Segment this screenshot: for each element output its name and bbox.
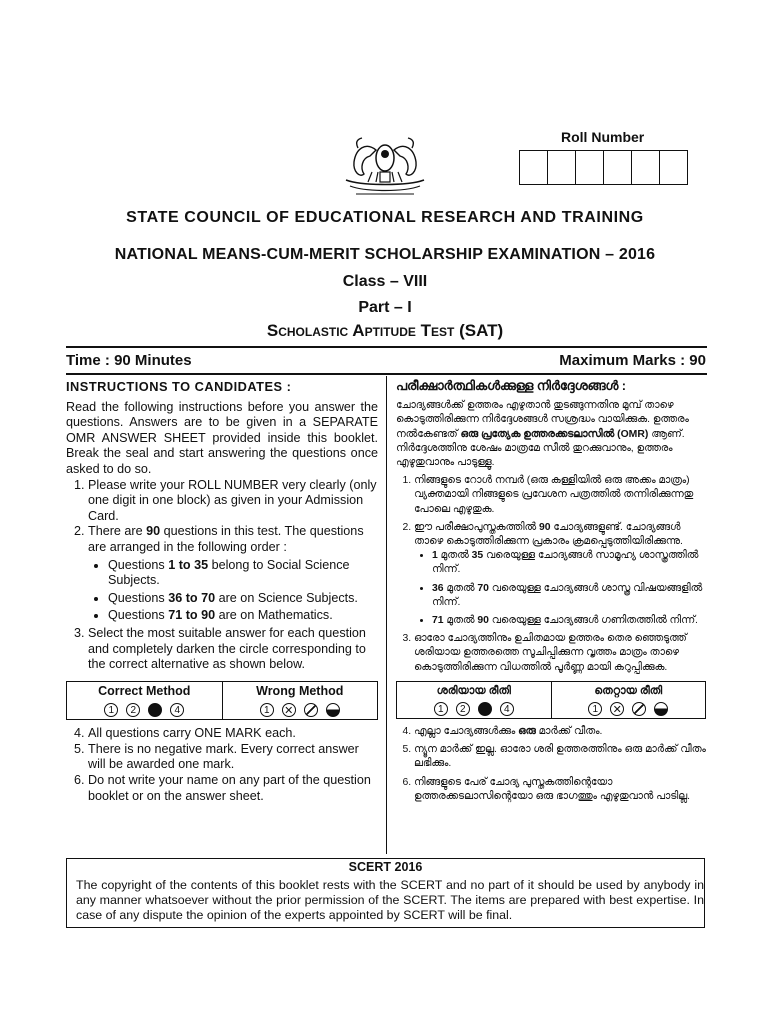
option-circle: 1 xyxy=(588,702,602,716)
english-instructions xyxy=(66,379,378,804)
filled-circle xyxy=(478,702,492,716)
council-title: STATE COUNCIL OF EDUCATIONAL RESEARCH AND TRAINING xyxy=(126,209,644,226)
malayalam-item-5 xyxy=(414,743,706,771)
malayalam-sub-1 xyxy=(432,549,706,577)
column-divider xyxy=(386,376,387,854)
instructions-rule xyxy=(66,373,707,375)
roll-number-label: Roll Number xyxy=(561,129,645,145)
option-circle: 4 xyxy=(170,703,184,717)
roll-number-boxes[interactable] xyxy=(519,150,688,185)
roll-digit-box[interactable] xyxy=(548,151,576,184)
malayalam-item-2-rest: ചോദ്യങ്ങളുണ്ട്. ചോദ്യങ്ങൾ താഴെ കൊടുത്തിരിക്കുന്ന പ്രകാരം ക്രമപ്പെടുത്തിയിരിക്കുന്നു. xyxy=(414,521,683,548)
english-item-5-text: There is no negative mark. Every correct answer will be awarded one mark. xyxy=(88,741,359,772)
test-name xyxy=(0,321,770,341)
english-item-3 xyxy=(88,626,378,673)
malayalam-item-3-text: ഓരോ ചോദ്യത്തിനും ഉചിതമായ ഉത്തരം തെര ഞ്ഞെടുത്ത് ശരിയായ ഉത്തരത്തെ സൂചിപ്പിക്കുന്ന വൃത്തം മാത്രം താഴെ കൊടുത്തിരിക്കുന്ന വിധത്തിൽ പൂർണ്ണ മായി കറുപ്പിക്കുക. xyxy=(414,633,687,673)
english-item-2-rest: questions in this test. The questions are arranged in the following order : xyxy=(88,524,364,554)
malayalam-item-1-text: നിങ്ങളുടെ റോൾ നമ്പർ (ഒരു കള്ളിയിൽ ഒരു അക്കം മാത്രം) വ്യക്തമായി നിങ്ങളുടെ പ്രവേശന പത്രത്തിൽ തന്നിരിക്കുന്നതു പോലെ എഴുതുക. xyxy=(414,475,694,515)
malayalam-item-3 xyxy=(414,632,706,675)
malayalam-item-2-text: ഈ പരീക്ഷാപുസ്തകത്തിൽ xyxy=(414,521,539,533)
malayalam-item-6-text: നിങ്ങളുടെ പേര് ചോദ്യ പുസ്തകത്തിന്റെയോ ഉത്തരക്കടലാസിന്റെയോ ഒരു ഭാഗത്തും എഴുതുവാൻ പാടില്ല. xyxy=(414,776,691,802)
english-item-1-text: Please write your ROLL NUMBER very clearly (only one digit in one block) as given in your Admission Card. xyxy=(88,477,377,523)
english-sub-2-text: Questions xyxy=(108,590,169,605)
roll-digit-box[interactable] xyxy=(632,151,660,184)
test-name-text: Scholastic Aptitude Test (SAT) xyxy=(266,321,504,340)
wrong-method-cell xyxy=(223,682,378,720)
wrong-method-caption: Wrong Method xyxy=(256,683,344,698)
malayalam-correct-caption: ശരിയായ രീതി xyxy=(436,684,511,697)
half-filled-circle-icon xyxy=(654,702,668,716)
malayalam-sub-1-rest: വരെയുള്ള ചോദ്യങ്ങൾ സാമൂഹ്യ ശാസ്ത്രത്തിൽ നിന്ന്. xyxy=(432,550,699,576)
malayalam-sub-2-rest: വരെയുള്ള ചോദ്യങ്ങൾ ശാസ്ത്ര വിഷയങ്ങളിൽ നിന്ന്. xyxy=(432,582,703,608)
roll-digit-box[interactable] xyxy=(660,151,687,184)
exam-title: NATIONAL MEANS-CUM-MERIT SCHOLARSHIP EXAMINATION – 2016 xyxy=(114,246,656,263)
english-sub-3-text: Questions xyxy=(108,608,169,623)
malayalam-sub-1-from: 1 xyxy=(432,550,438,562)
malayalam-intro-bold: ഒരു പ്രത്യേക ഉത്തരക്കടലാസിൽ (OMR) xyxy=(460,428,649,440)
english-sub-2 xyxy=(108,591,378,607)
malayalam-sub-2-mid: മുതൽ xyxy=(443,582,478,594)
malayalam-instructions xyxy=(396,379,706,808)
malayalam-item-4 xyxy=(414,725,706,739)
malayalam-item-2 xyxy=(414,521,706,628)
correct-method-cell xyxy=(67,682,223,720)
wrong-method-circles xyxy=(227,703,374,717)
malayalam-sub-2-to: 70 xyxy=(477,582,489,594)
malayalam-correct-circles xyxy=(401,702,547,716)
malayalam-sub-3-from: 71 xyxy=(432,615,444,627)
class-title: Class – VIII xyxy=(342,273,428,290)
option-circle: 1 xyxy=(104,703,118,717)
copyright-text: The copyright of the contents of this booklet rests with the SCERT and no part of it should be used by anybody in any manner whatsoever without the prior permission of the SCERT. The items are prepared with best expertise. In case of any dispute the opinion of the experts appointed by SCERT will be final. xyxy=(76,878,704,922)
english-sublist xyxy=(88,558,378,624)
malayalam-sub-2-from: 36 xyxy=(432,582,444,594)
english-item-2-count: 90 xyxy=(146,524,161,539)
english-item-2-text: There are xyxy=(88,524,147,539)
english-sub-1 xyxy=(108,558,378,589)
malayalam-list-cont xyxy=(396,725,706,804)
crossed-circle-icon xyxy=(282,703,296,717)
english-intro: Read the following instructions before you answer the questions. Answers are to be given in a SEPARATE OMR ANSWER SHEET provided inside this booklet. Break the seal and start answering the questions once asked to do so. xyxy=(66,399,378,476)
malayalam-wrong-caption: തെറ്റായ രീതി xyxy=(594,684,663,697)
english-item-6 xyxy=(88,773,378,804)
slashed-circle-icon xyxy=(304,703,318,717)
malayalam-sub-3-rest: വരെയുള്ള ചോദ്യങ്ങൾ ഗണിതത്തിൽ നിന്ന്. xyxy=(488,615,698,627)
malayalam-intro-rest: ആണ്. നിർദ്ദേശത്തിനു ശേഷം മാത്രമേ സീൽ തുറക്കുവാനും, ഉത്തരം എഴുതുവാനും പാടുള്ളൂ. xyxy=(396,428,685,469)
english-title: INSTRUCTIONS TO CANDIDATES : xyxy=(66,379,292,394)
time-label: Time : 90 Minutes xyxy=(66,352,192,369)
malayalam-sub-2 xyxy=(432,582,706,610)
half-filled-circle-icon xyxy=(326,703,340,717)
malayalam-wrong-circles xyxy=(556,702,702,716)
english-list xyxy=(66,478,378,673)
malayalam-correct-cell xyxy=(397,682,552,718)
malayalam-wrong-cell xyxy=(552,682,706,718)
malayalam-item-5-text: ന്യൂന മാർക്ക് ഇല്ല. ഓരോ ശരി ഉത്തരത്തിനും ഒരു മാർക്ക് വീതം ലഭിക്കും. xyxy=(414,744,706,770)
english-item-5 xyxy=(88,742,378,773)
english-sub-1-range: 1 to 35 xyxy=(168,557,209,572)
roll-digit-box[interactable] xyxy=(520,151,548,184)
option-circle: 2 xyxy=(456,702,470,716)
english-list-cont xyxy=(66,726,378,804)
malayalam-item-4-rest: മാർക്ക് വീതം. xyxy=(535,726,603,738)
english-item-4-text: All questions carry ONE MARK each. xyxy=(88,726,296,741)
malayalam-sub-3 xyxy=(432,614,706,628)
state-emblem xyxy=(342,128,428,200)
copyright-title: SCERT 2016 xyxy=(348,860,423,874)
english-sub-1-rest: belong to Social Science Subjects. xyxy=(108,557,350,588)
english-item-1 xyxy=(88,478,378,525)
english-item-2 xyxy=(88,524,378,624)
english-method-table xyxy=(66,681,378,721)
malayalam-item-4-text: എല്ലാ ചോദ്യങ്ങൾക്കും xyxy=(414,726,519,738)
malayalam-intro-text: ചോദ്യങ്ങൾക്ക് ഉത്തരം എഴുതാൻ തുടങ്ങുന്നതിനു മുമ്പ് താഴെ കൊടുത്തിരിക്കുന്ന നിർദ്ദേശങ്ങൾ സശ്രദ്ധം വായിക്കുക. ഉത്തരം നൽകേണ്ടത് xyxy=(396,400,689,440)
option-circle: 4 xyxy=(500,702,514,716)
option-circle: 1 xyxy=(260,703,274,717)
english-sub-3-range: 71 to 90 xyxy=(168,608,216,623)
option-circle: 2 xyxy=(126,703,140,717)
english-sub-2-range: 36 to 70 xyxy=(168,590,216,605)
english-sub-1-text: Questions xyxy=(108,557,169,572)
malayalam-title: പരീക്ഷാർത്ഥികൾക്കുള്ള നിർദ്ദേശങ്ങൾ : xyxy=(396,378,627,393)
malayalam-intro xyxy=(396,399,706,470)
english-sub-2-rest: are on Science Subjects. xyxy=(215,590,358,605)
english-item-6-text: Do not write your name on any part of the question booklet or on the answer sheet. xyxy=(88,773,371,803)
malayalam-item-6 xyxy=(414,776,706,804)
filled-circle xyxy=(148,703,162,717)
option-circle: 1 xyxy=(434,702,448,716)
roll-digit-box[interactable] xyxy=(604,151,632,184)
malayalam-item-2-count: 90 xyxy=(538,521,551,533)
malayalam-sub-1-to: 35 xyxy=(471,550,484,562)
slashed-circle-icon xyxy=(632,702,646,716)
part-title: Part – I xyxy=(358,299,412,316)
malayalam-sub-3-to: 90 xyxy=(477,615,489,627)
english-sub-3-rest: are on Mathematics. xyxy=(215,608,333,623)
top-rule xyxy=(66,346,707,348)
malayalam-list xyxy=(396,474,706,675)
max-marks-label: Maximum Marks : 90 xyxy=(559,352,706,369)
crossed-circle-icon xyxy=(610,702,624,716)
malayalam-sublist xyxy=(414,549,706,628)
malayalam-sub-3-mid: മുതൽ xyxy=(443,615,478,627)
roll-digit-box[interactable] xyxy=(576,151,604,184)
malayalam-item-1 xyxy=(414,474,706,517)
correct-method-circles xyxy=(71,703,218,717)
english-item-3-text: Select the most suitable answer for each question and completely darken the circle corresponding to the correct alternative as shown below. xyxy=(88,625,366,672)
malayalam-sub-1-mid: മുതൽ xyxy=(437,550,472,562)
correct-method-caption: Correct Method xyxy=(98,683,191,698)
english-sub-3 xyxy=(108,608,378,624)
english-item-4 xyxy=(88,726,378,742)
malayalam-item-4-bold: ഒരു xyxy=(518,726,536,738)
malayalam-method-table xyxy=(396,681,706,719)
